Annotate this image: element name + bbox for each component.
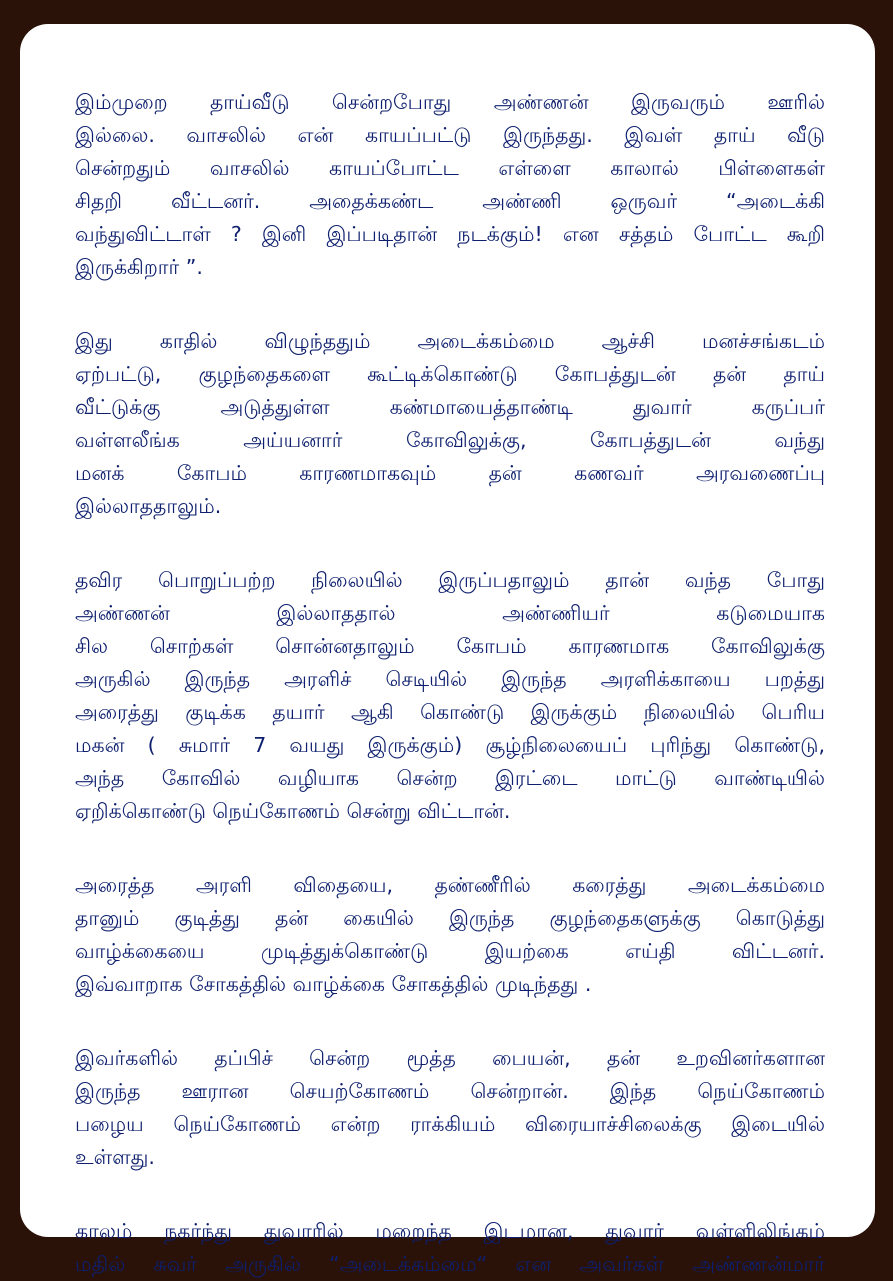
paragraph-2 (75, 325, 825, 523)
text-line: இல்லாததாலும். (75, 494, 222, 518)
text-line: உள்ளது. (75, 1145, 155, 1169)
text-line: சில சொற்கள் சொன்னதாலும் கோபம் காரணமாக கோவிலுக்கு (75, 634, 825, 658)
text-line: மனக் கோபம் காரணமாகவும் தன் கணவர் அரவணைப்பு (75, 461, 825, 485)
text-line: இருந்த ஊரான செயற்கோணம் சென்றான். இந்த நெய்கோணம் (75, 1079, 825, 1103)
text-line: அண்ணன் இல்லாததால் அண்ணியர் கடுமையாக (75, 601, 825, 625)
text-line: இது காதில் விழுந்ததும் அடைக்கம்மை ஆச்சி மனச்சங்கடம் (75, 329, 825, 353)
paragraph-6 (75, 1215, 825, 1281)
text-line: ஏற்பட்டு, குழந்தைகளை கூட்டிக்கொண்டு கோபத்துடன் தன் தாய் (75, 362, 825, 386)
text-line: அரைத்த அரளி விதையை, தண்ணீரில் கரைத்து அடைக்கம்மை (75, 873, 825, 897)
text-line: இவர்களில் தப்பிச் சென்ற மூத்த பையன், தன் உறவினர்களான (75, 1046, 825, 1070)
paragraph-1 (75, 86, 825, 284)
text-line: மகன் ( சுமார் 7 வயது இருக்கும்) சூழ்நிலையைப் புரிந்து கொண்டு, (75, 733, 825, 757)
text-line: சென்றதும் வாசலில் காயப்போட்ட எள்ளை காலால் பிள்ளைகள் (75, 156, 825, 180)
text-line: பழைய நெய்கோணம் என்ற ராக்கியம் விரையாச்சிலைக்கு இடையில் (75, 1112, 825, 1136)
text-line: வந்துவிட்டாள் ? இனி இப்படிதான் நடக்கும்! என சத்தம் போட்ட கூறி (75, 222, 825, 246)
paragraph-5 (75, 1042, 825, 1174)
text-line: அரைத்து குடிக்க தயார் ஆகி கொண்டு இருக்கும் நிலையில் பெரிய (75, 700, 825, 724)
text-line: அருகில் இருந்த அரளிச் செடியில் இருந்த அரளிக்காயை பறத்து (75, 667, 825, 691)
text-line: அந்த கோவில் வழியாக சென்ற இரட்டை மாட்டு வாண்டியில் (75, 766, 825, 790)
text-line: காலம் நகர்ந்து துவாரில் மறைந்த இடமான, துவார் வள்ளிலிங்கம் (75, 1219, 825, 1243)
text-line: இருக்கிறார் ”. (75, 255, 203, 279)
text-line: தவிர பொறுப்பற்ற நிலையில் இருப்பதாலும் தான் வந்த போது (75, 568, 825, 592)
text-line: தானும் குடித்து தன் கையில் இருந்த குழந்தைகளுக்கு கொடுத்து (75, 906, 825, 930)
paragraph-3 (75, 564, 825, 828)
text-line: வீட்டுக்கு அடுத்துள்ள கண்மாயைத்தாண்டி துவார் கருப்பர் (75, 395, 825, 419)
text-line: ஏறிக்கொண்டு நெய்கோணம் சென்று விட்டான். (75, 799, 511, 823)
paragraph-4 (75, 869, 825, 1001)
page-card (20, 24, 875, 1276)
text-line: மதில் சுவர் அருகில் “அடைக்கம்மை“ என அவர்கள் அண்ணன்மார் (75, 1252, 825, 1276)
text-line: சிதறி வீட்டனர். அதைக்கண்ட அண்ணி ஒருவர் “அடைக்கி (75, 189, 825, 213)
text-line: இல்லை. வாசலில் என் காயப்பட்டு இருந்தது. இவள் தாய் வீடு (75, 123, 825, 147)
text-line: வாழ்க்கையை முடித்துக்கொண்டு இயற்கை எய்தி விட்டனர். (75, 939, 825, 963)
text-line: இவ்வாறாக சோகத்தில் வாழ்க்கை சோகத்தில் முடிந்தது . (75, 972, 592, 996)
text-line: இம்முறை தாய்வீடு சென்றபோது அண்ணன் இருவரும் ஊரில் (75, 90, 825, 114)
text-line: வள்ளலீங்க அய்யனார் கோவிலுக்கு, கோபத்துடன் வந்து (75, 428, 825, 452)
